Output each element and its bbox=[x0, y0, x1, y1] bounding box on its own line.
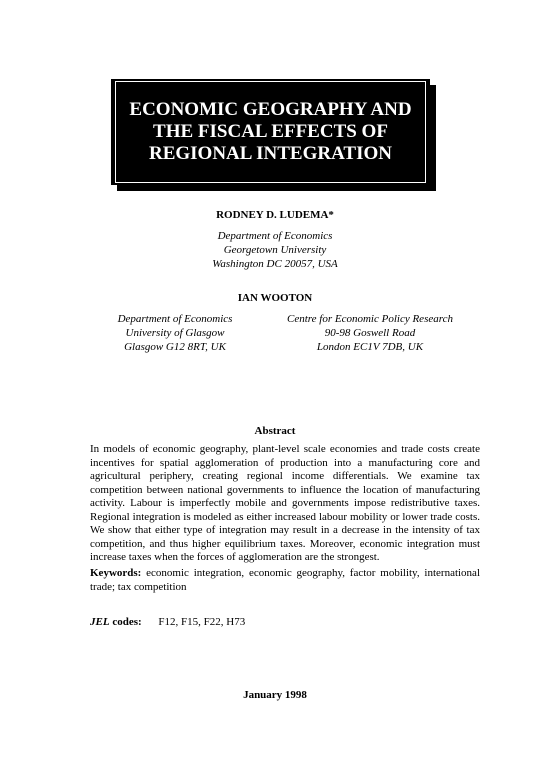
keywords-label: Keywords: bbox=[90, 567, 142, 579]
author2-affil-left-2: University of Glasgow bbox=[125, 327, 225, 339]
publication-date: January 1998 bbox=[243, 689, 307, 701]
title-line-2: THE FISCAL EFFECTS OF bbox=[153, 121, 388, 142]
author1-address: Washington DC 20057, USA bbox=[212, 258, 338, 270]
author2-affil-right-3: London EC1V 7DB, UK bbox=[316, 341, 424, 353]
author2-affil-right-2: 90-98 Goswell Road bbox=[324, 327, 416, 339]
author2-affil-left-1: Department of Economics bbox=[117, 313, 233, 325]
jel-label-italic: JEL bbox=[90, 616, 110, 628]
author1-dept: Department of Economics bbox=[217, 230, 333, 242]
jel-label-rest: codes: bbox=[109, 616, 142, 628]
author1-university: Georgetown University bbox=[223, 244, 327, 256]
keywords-section bbox=[90, 567, 480, 594]
author2-affil-right-1: Centre for Economic Policy Research bbox=[287, 313, 453, 325]
title-line-1: ECONOMIC GEOGRAPHY AND bbox=[129, 99, 412, 120]
title-inner-frame bbox=[115, 81, 426, 183]
author2-affil-left-3: Glasgow G12 8RT, UK bbox=[124, 341, 226, 353]
abstract-text: In models of economic geography, plant-level scale economies and trade costs create incentives for spatial agglomeration of production into a manufacturing core and agricultural periphery, creating regional income differentials. We examine tax competition between national governments to influence the location of manufacturing activity. Labour is imperfectly mobile and governments impose redistributive taxes. Regional integration is modeled as either increased labour mobility or lower trade costs. We show that either type of integration may result in a decrease in the intensity of tax competition, and thus higher equilibrium taxes. Moreover, economic integration must increase taxes when the forces of agglomeration are the strongest. bbox=[90, 443, 480, 563]
author2-name: IAN WOOTON bbox=[237, 292, 313, 304]
abstract-heading: Abstract bbox=[254, 425, 296, 437]
title-line-3: REGIONAL INTEGRATION bbox=[148, 143, 392, 164]
jel-label bbox=[90, 616, 142, 628]
title-box bbox=[111, 79, 430, 185]
author1-name: RODNEY D. LUDEMA* bbox=[216, 209, 334, 221]
jel-codes: F12, F15, F22, H73 bbox=[158, 616, 246, 628]
keywords-text: economic integration, economic geography, factor mobility, international trade; tax competition bbox=[90, 567, 480, 593]
jel-section bbox=[90, 615, 245, 629]
